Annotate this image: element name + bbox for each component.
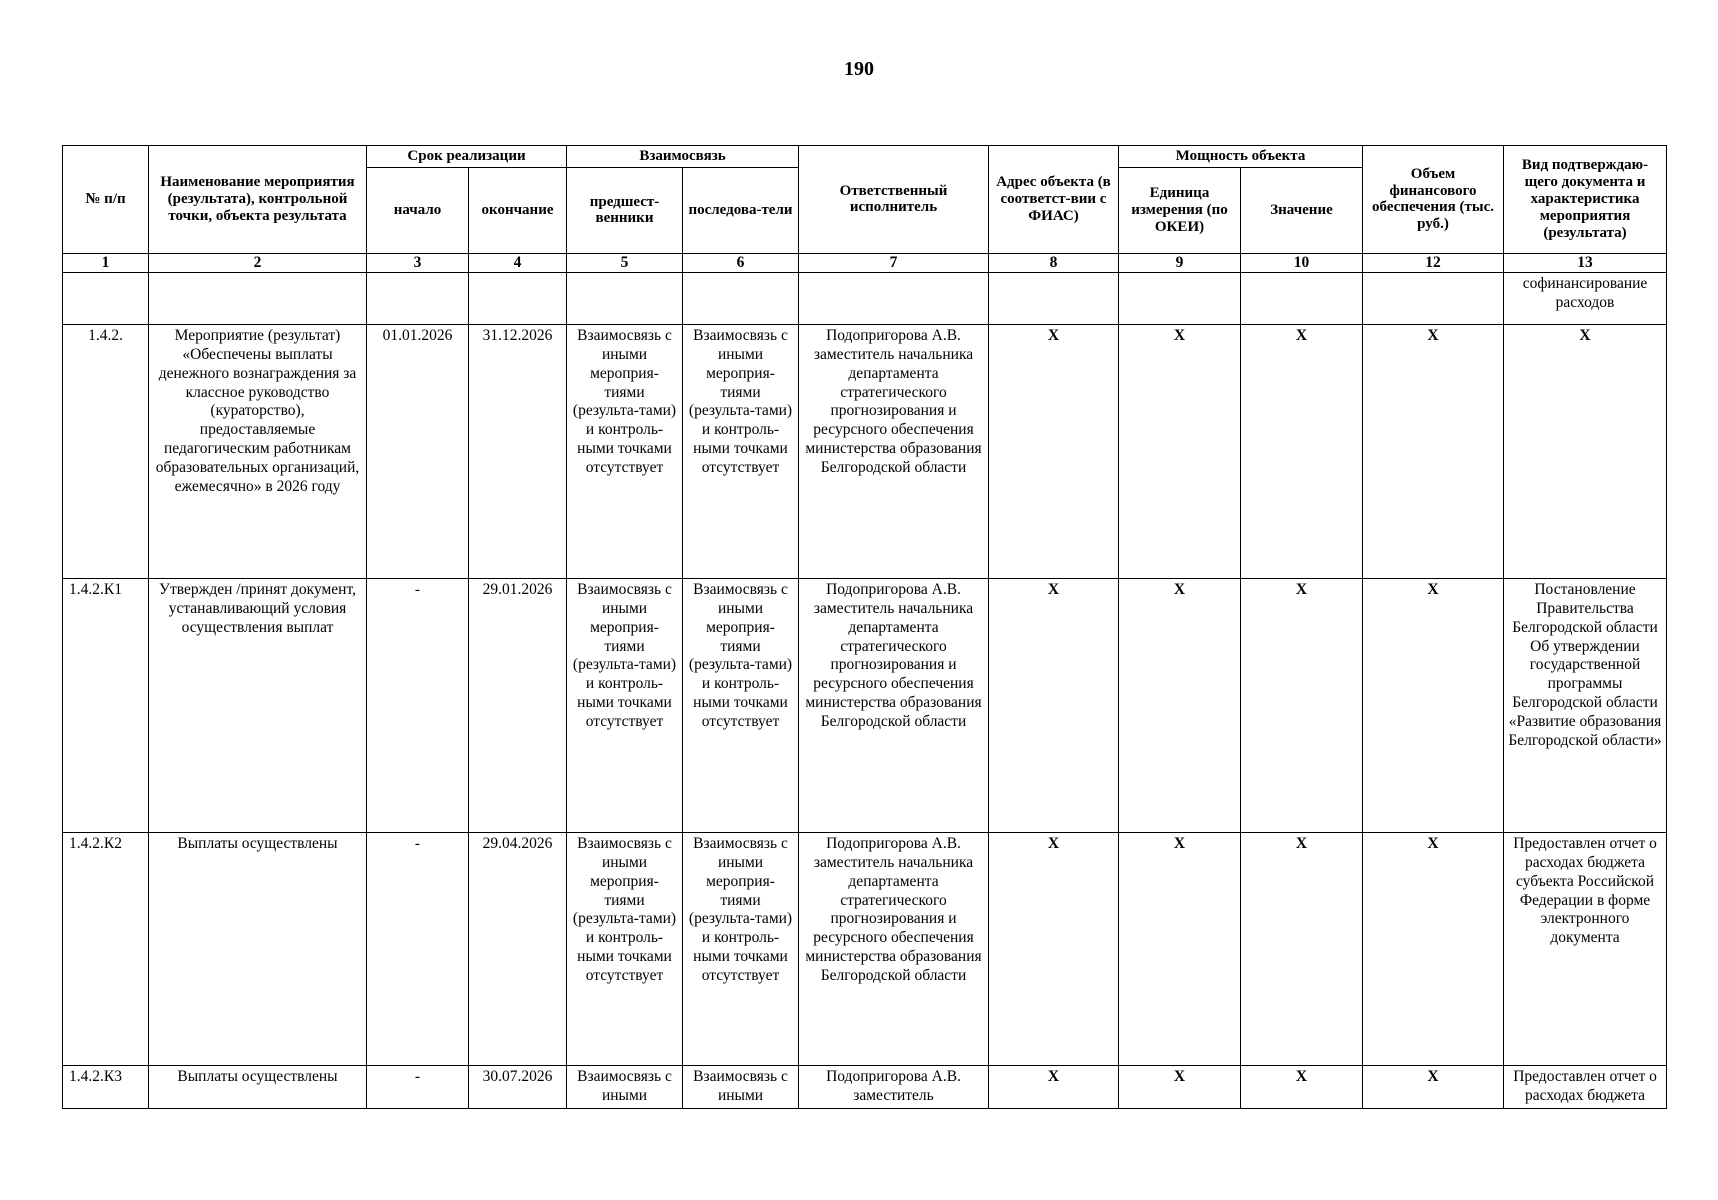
cell-document: X — [1504, 324, 1667, 578]
header-period: Срок реализации — [367, 146, 567, 168]
column-number: 3 — [367, 253, 469, 272]
column-number: 1 — [63, 253, 149, 272]
cell-responsible: Подопригорова А.В. заместитель начальника департамента стратегического прогнозирования и ресурсного обеспечения министерства образования Белгородской области — [799, 578, 989, 832]
table-row — [63, 578, 1667, 832]
cell-name: Мероприятие (результат) «Обеспечены выплаты денежного вознаграждения за классное руководство (кураторство), предоставляемые педагогическим работникам образовательных организаций, ежемесячно» в 2026 году — [149, 324, 367, 578]
cell-document: Постановление Правительства Белгородской области Об утверждении государственной программы Белгородской области «Развитие образования Белгородской области» — [1504, 578, 1667, 832]
header-predecessors: предшест-венники — [567, 167, 683, 253]
column-number: 5 — [567, 253, 683, 272]
cell-end: 29.04.2026 — [469, 832, 567, 1065]
cell-value: X — [1241, 832, 1363, 1065]
cell-value: X — [1241, 1065, 1363, 1108]
header-name: Наименование мероприятия (результата), контрольной точки, объекта результата — [149, 146, 367, 254]
header-financing: Объем финансового обеспечения (тыс. руб.) — [1363, 146, 1504, 254]
cell-address: X — [989, 324, 1119, 578]
table-row — [63, 324, 1667, 578]
cell-id: 1.4.2.К3 — [63, 1065, 149, 1108]
cell-start: - — [367, 832, 469, 1065]
cell-value: X — [1241, 324, 1363, 578]
cell-name: Утвержден /принят документ, устанавливающий условия осуществления выплат — [149, 578, 367, 832]
cell-successors: Взаимосвязь с иными мероприя-тиями (результа-тами) и контроль-ными точками отсутствует — [683, 832, 799, 1065]
cell-start: 01.01.2026 — [367, 324, 469, 578]
header-start: начало — [367, 167, 469, 253]
cell-predecessors: Взаимосвязь с иными — [567, 1065, 683, 1108]
cell-responsible: Подопригорова А.В. заместитель начальника департамента стратегического прогнозирования и ресурсного обеспечения министерства образования Белгородской области — [799, 832, 989, 1065]
header-value: Значение — [1241, 167, 1363, 253]
cell-start: - — [367, 1065, 469, 1108]
cell-responsible: Подопригорова А.В. заместитель — [799, 1065, 989, 1108]
header-successors: последова-тели — [683, 167, 799, 253]
table-row — [63, 832, 1667, 1065]
column-number: 2 — [149, 253, 367, 272]
continuation-row — [63, 272, 1667, 324]
cell-unit: X — [1119, 578, 1241, 832]
cell-unit: X — [1119, 832, 1241, 1065]
header-unit: Единица измерения (по ОКЕИ) — [1119, 167, 1241, 253]
cell-responsible: Подопригорова А.В. заместитель начальника департамента стратегического прогнозирования и ресурсного обеспечения министерства образования Белгородской области — [799, 324, 989, 578]
header-power: Мощность объекта — [1119, 146, 1363, 168]
cell-id: 1.4.2.К2 — [63, 832, 149, 1065]
cell-end: 29.01.2026 — [469, 578, 567, 832]
cell-document: софинансирование расходов — [1504, 272, 1667, 324]
cell-id: 1.4.2.К1 — [63, 578, 149, 832]
cell-address: X — [989, 832, 1119, 1065]
cell-financing: X — [1363, 1065, 1504, 1108]
cell-successors: Взаимосвязь с иными — [683, 1065, 799, 1108]
cell-id: 1.4.2. — [63, 324, 149, 578]
header-link: Взаимосвязь — [567, 146, 799, 168]
cell-financing: X — [1363, 578, 1504, 832]
cell-end: 30.07.2026 — [469, 1065, 567, 1108]
cell-predecessors: Взаимосвязь с иными мероприя-тиями (результа-тами) и контроль-ными точками отсутствует — [567, 578, 683, 832]
cell-start: - — [367, 578, 469, 832]
cell-document: Предоставлен отчет о расходах бюджета — [1504, 1065, 1667, 1108]
column-number: 7 — [799, 253, 989, 272]
cell-end: 31.12.2026 — [469, 324, 567, 578]
cell-financing: X — [1363, 324, 1504, 578]
table-row — [63, 1065, 1667, 1108]
column-number: 10 — [1241, 253, 1363, 272]
implementation-plan-table — [62, 145, 1667, 1109]
header-responsible: Ответственный исполнитель — [799, 146, 989, 254]
cell-predecessors: Взаимосвязь с иными мероприя-тиями (результа-тами) и контроль-ными точками отсутствует — [567, 324, 683, 578]
column-number: 9 — [1119, 253, 1241, 272]
header-document: Вид подтверждаю-щего документа и характеристика мероприятия (результата) — [1504, 146, 1667, 254]
cell-name: Выплаты осуществлены — [149, 832, 367, 1065]
column-number: 6 — [683, 253, 799, 272]
cell-successors: Взаимосвязь с иными мероприя-тиями (результа-тами) и контроль-ными точками отсутствует — [683, 578, 799, 832]
cell-unit: X — [1119, 324, 1241, 578]
cell-value: X — [1241, 578, 1363, 832]
cell-predecessors: Взаимосвязь с иными мероприя-тиями (результа-тами) и контроль-ными точками отсутствует — [567, 832, 683, 1065]
column-number: 8 — [989, 253, 1119, 272]
page-number: 190 — [844, 58, 874, 80]
column-number: 13 — [1504, 253, 1667, 272]
cell-address: X — [989, 1065, 1119, 1108]
cell-address: X — [989, 578, 1119, 832]
cell-financing: X — [1363, 832, 1504, 1065]
cell-name: Выплаты осуществлены — [149, 1065, 367, 1108]
cell-unit: X — [1119, 1065, 1241, 1108]
header-end: окончание — [469, 167, 567, 253]
cell-successors: Взаимосвязь с иными мероприя-тиями (результа-тами) и контроль-ными точками отсутствует — [683, 324, 799, 578]
column-number: 12 — [1363, 253, 1504, 272]
column-number: 4 — [469, 253, 567, 272]
cell-document: Предоставлен отчет о расходах бюджета субъекта Российской Федерации в форме электронного документа — [1504, 832, 1667, 1065]
column-number-row — [63, 253, 1667, 272]
header-num: № п/п — [63, 146, 149, 254]
header-address: Адрес объекта (в соответст-вии с ФИАС) — [989, 146, 1119, 254]
